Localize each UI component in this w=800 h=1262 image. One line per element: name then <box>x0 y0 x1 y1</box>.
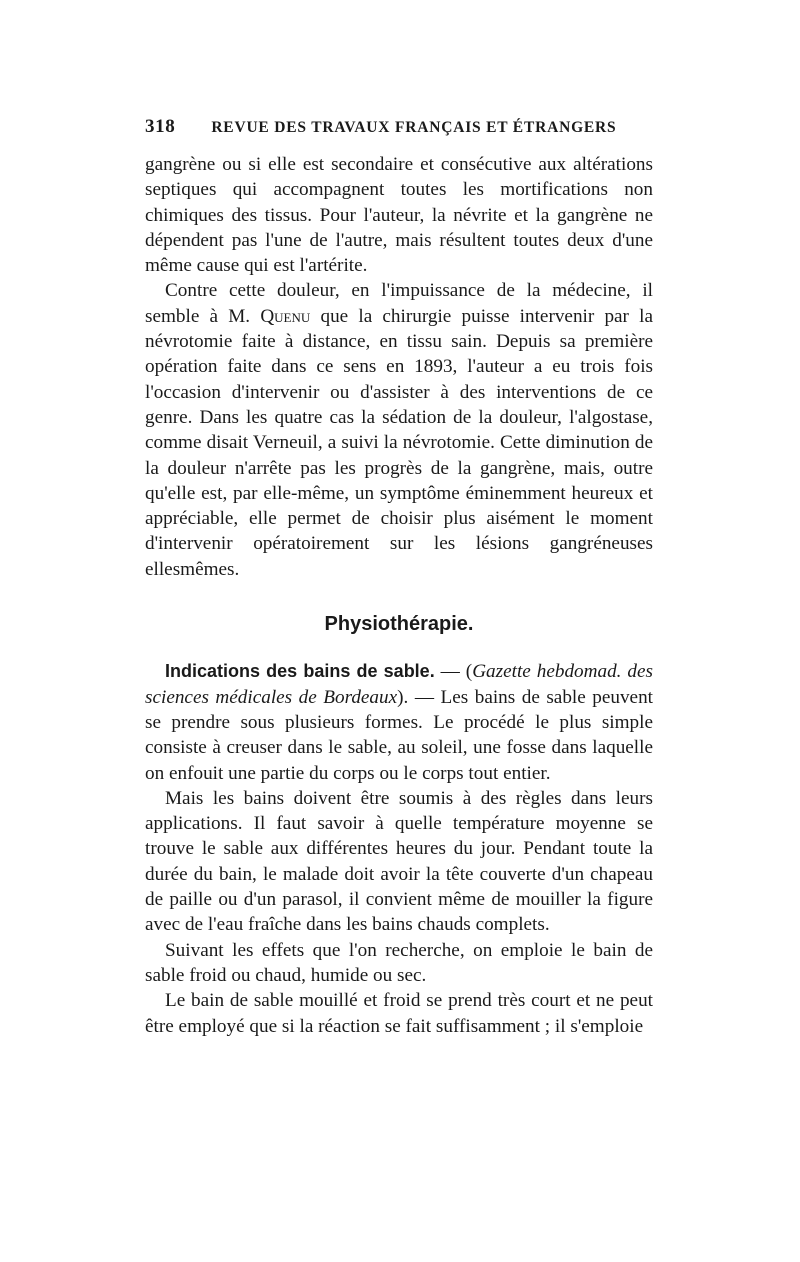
paragraph-2-start: Contre cette douleur, en l'impuissance de la médecine, il semble à M. <box>145 280 653 327</box>
section-paragraph-2: Suivant les effets que l'on recherche, on emploie le bain de sable froid ou chaud, humide ou sec. <box>145 939 653 986</box>
paragraph-1: gangrène ou si elle est secondaire et consécutive aux altérations septiques qui accompagnent toutes les mortifications non chimiques des tissus. Pour l'auteur, la névrite et la gangrène ne dépendent pas l'une de l'autre, mais résultent toutes deux d'une même cause qui est l'artérite. <box>145 154 653 277</box>
section-title: Physiothérapie. <box>324 613 474 636</box>
source-citation: Gazette hebdomad. des sciences médicales de Bordeaux <box>145 661 654 708</box>
page-number: 318 <box>145 116 176 137</box>
body-text <box>145 152 653 1039</box>
lead-text: Les bains de sable peuvent se prendre sous plusieurs formes. Le procédé le plus simple consiste à creuser dans le sable, au soleil, une fosse dans laquelle on enfouit une partie du corps ou le corps tout entier. <box>145 686 653 784</box>
paragraph-2-rest: que la chirurgie puisse intervenir par la névrotomie faite à distance, en tissu sain. Depuis sa première opération faite dans ce sens en 1893, l'auteur a eu trois fois l'occasion d'intervenir ou d'assister à des interventions de ce genre. Dans les quatre cas la sédation de la douleur, l'algostase, comme disait Verneuil, a suivi la névrotomie. Cette diminution de la douleur n'arrête pas les progrès de la gangrène, mais, outre qu'elle est, par elle-même, un symptôme éminemment heureux et appréciable, elle permet de choisir plus aisément le moment d'intervenir opératoirement sur les lésions gangréneuses ellesmêmes. <box>145 305 653 580</box>
paragraph-2 <box>145 278 653 582</box>
section-paragraph-1: Mais les bains doivent être soumis à des règles dans leurs applications. Il faut savoir à quelle température moyenne se trouve le sable aux différentes heures du jour. Pendant toute la durée du bain, le malade doit avoir la tête couverte d'un chapeau de paille ou d'un parasol, il convient même de mouiller la figure avec de l'eau fraîche dans les bains chauds complets. <box>145 787 653 936</box>
dash-2: ). — <box>397 686 441 708</box>
author-name: Quenu <box>260 305 311 327</box>
article-title: Indications des bains de sable. <box>165 661 435 682</box>
section-lead-paragraph <box>145 659 653 785</box>
running-title: REVUE DES TRAVAUX FRANÇAIS ET ÉTRANGERS <box>211 119 617 136</box>
dash-1: — ( <box>434 661 473 683</box>
running-header <box>145 116 653 138</box>
section-paragraph-3: Le bain de sable mouillé et froid se prend très court et ne peut être employé que si la réaction se fait suffisamment ; il s'emploie <box>145 990 653 1037</box>
